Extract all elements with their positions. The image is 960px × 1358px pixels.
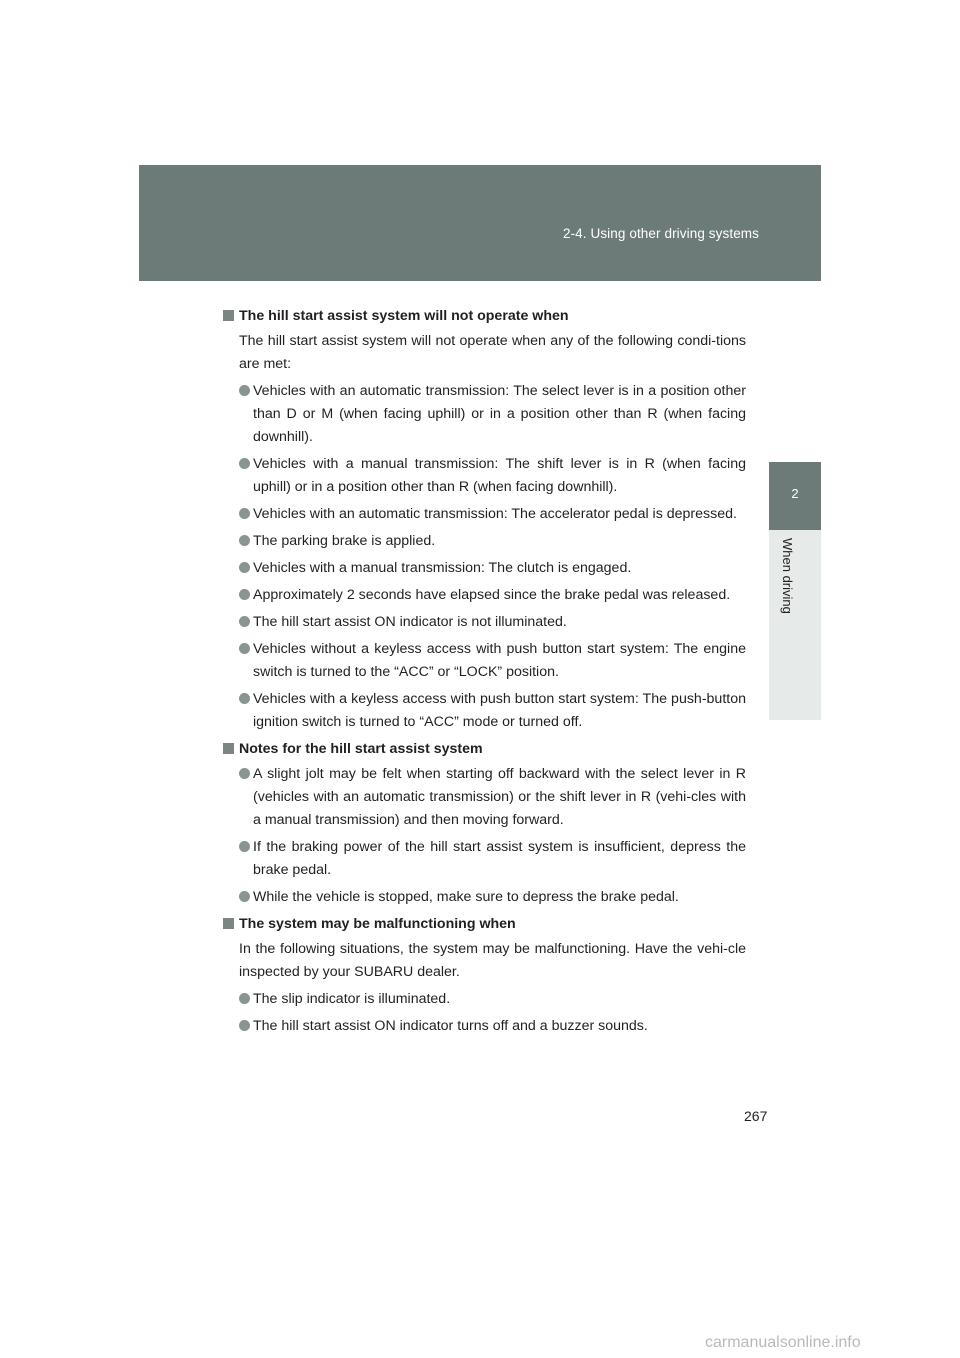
heading-text: Notes for the hill start assist system — [239, 741, 483, 757]
list-item-text: Vehicles with an automatic transmission: The accelerator pedal is depressed. — [253, 506, 737, 522]
bullet-icon — [239, 458, 250, 469]
paragraph: The hill start assist system will not operate when any of the following condi-tions are met: — [239, 333, 746, 372]
bullet-icon — [239, 693, 250, 704]
list-item-text: The parking brake is applied. — [253, 533, 436, 549]
bullet-icon — [239, 616, 250, 627]
bullet-icon — [239, 1020, 250, 1031]
list-item — [223, 763, 746, 832]
bullet-icon — [239, 643, 250, 654]
list-item — [223, 557, 746, 580]
heading-text: The system may be malfunctioning when — [239, 916, 516, 932]
list-item — [223, 988, 746, 1011]
list-item-text: Vehicles with a manual transmission: The shift lever is in R (when facing uphill) or in a position other than R (when facing downhill). — [253, 456, 746, 495]
list-item-text: The hill start assist ON indicator is not illuminated. — [253, 614, 567, 630]
square-bullet-icon — [223, 310, 234, 321]
bullet-icon — [239, 589, 250, 600]
list-item — [223, 453, 746, 499]
list-item — [223, 886, 746, 909]
bullet-icon — [239, 508, 250, 519]
list-item-text: A slight jolt may be felt when starting off backward with the select lever in R (vehicles with an automatic transmission) or the shift lever in R (vehi-cles with a manual transmission) and then moving forward. — [253, 766, 746, 828]
paragraph: In the following situations, the system may be malfunctioning. Have the vehi-cle inspected by your SUBARU dealer. — [239, 941, 746, 980]
bullet-icon — [239, 385, 250, 396]
chapter-tab-label-area — [769, 530, 821, 720]
list-item-text: The hill start assist ON indicator turns off and a buzzer sounds. — [253, 1018, 648, 1034]
list-item-text: Approximately 2 seconds have elapsed since the brake pedal was released. — [253, 587, 731, 603]
chapter-number: 2 — [791, 486, 799, 501]
list-item — [223, 638, 746, 684]
chapter-tab — [769, 462, 821, 530]
list-item — [223, 836, 746, 882]
list-item — [223, 611, 746, 634]
page-content — [223, 305, 746, 1042]
list-item-text: Vehicles with a manual transmission: The clutch is engaged. — [253, 560, 632, 576]
heading-text: The hill start assist system will not operate when — [239, 308, 569, 324]
list-item-text: The slip indicator is illuminated. — [253, 991, 451, 1007]
bullet-icon — [239, 562, 250, 573]
bullet-icon — [239, 993, 250, 1004]
bullet-icon — [239, 891, 250, 902]
bullet-icon — [239, 768, 250, 779]
square-bullet-icon — [223, 918, 234, 929]
list-item — [223, 1015, 746, 1038]
list-item-text: Vehicles without a keyless access with push button start system: The engine switch is turned to the “ACC” or “LOCK” position. — [253, 641, 746, 680]
list-item-text: If the braking power of the hill start assist system is insufficient, depress the brake pedal. — [253, 839, 746, 878]
section-heading — [223, 305, 746, 328]
list-item — [223, 688, 746, 734]
bullet-icon — [239, 841, 250, 852]
section-heading — [223, 738, 746, 761]
watermark: carmanualsonline.info — [705, 1334, 861, 1351]
chapter-label: When driving — [780, 538, 795, 614]
list-item — [223, 380, 746, 449]
list-item — [223, 503, 746, 526]
list-item-text: While the vehicle is stopped, make sure to depress the brake pedal. — [253, 889, 679, 905]
list-item — [223, 584, 746, 607]
section-heading — [223, 913, 746, 936]
list-item-text: Vehicles with a keyless access with push button start system: The push-button ignition switch is turned to “ACC” mode or turned off. — [253, 691, 746, 730]
square-bullet-icon — [223, 743, 234, 754]
bullet-icon — [239, 535, 250, 546]
list-item — [223, 530, 746, 553]
page-number: 267 — [744, 1108, 768, 1124]
header-band — [139, 165, 821, 281]
section-title: 2-4. Using other driving systems — [562, 226, 759, 241]
list-item-text: Vehicles with an automatic transmission: The select lever is in a position other than D or M (when facing uphill) or in a position other than R (when facing downhill). — [253, 383, 746, 445]
